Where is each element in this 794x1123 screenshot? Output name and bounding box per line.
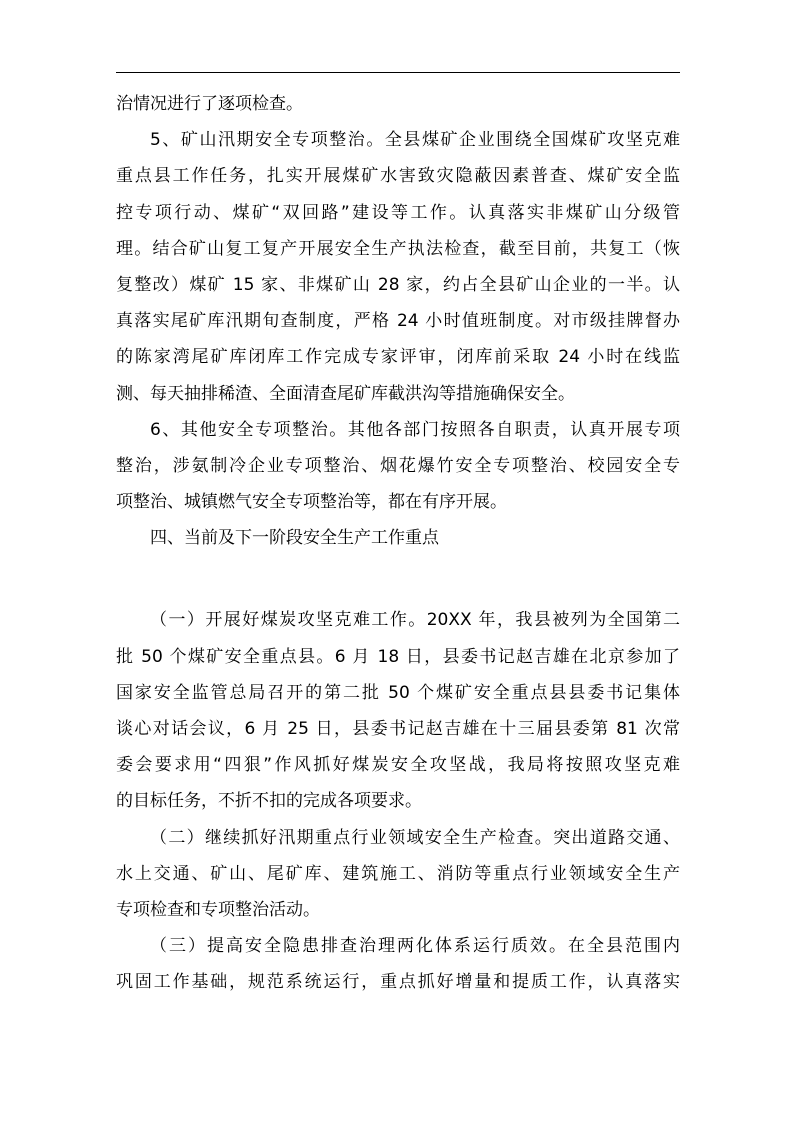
- text-line: 谈心对话会议，6 月 25 日，县委书记赵吉雄在十三届县委第 81 次常: [116, 719, 680, 739]
- paragraph-hazard-investigation: [116, 928, 680, 1000]
- text-line: 的陈家湾尾矿库闭库工作完成专家评审，闭库前采取 24 小时在线监: [116, 347, 680, 368]
- paragraph-continuation: 治情况进行了逐项检查。: [116, 94, 303, 114]
- text-line: 5、矿山汛期安全专项整治。全县煤矿企业围绕全国煤矿攻坚克难: [150, 130, 680, 151]
- text-line: 专项检查和专项整治活动。: [116, 899, 320, 920]
- paragraph-flood-season-inspection: [116, 820, 680, 929]
- text-line: 测、每天抽排稀渣、全面清查尾矿库截洪沟等措施确保安全。: [116, 383, 575, 404]
- text-line: 批 50 个煤矿安全重点县。6 月 18 日，县委书记赵吉雄在北京参加了: [116, 646, 680, 667]
- text-line: 国家安全监管总局召开的第二批 50 个煤矿安全重点县县委书记集体: [116, 682, 680, 703]
- text-line: 6、其他安全专项整治。其他各部门按照各自职责，认真开展专项: [150, 419, 680, 440]
- header-rule: [116, 72, 680, 73]
- text-line: （一）开展好煤炭攻坚克难工作。20XX 年，我县被列为全国第二: [150, 610, 680, 631]
- text-line: 委会要求用“四狠”作风抓好煤炭安全攻坚战，我局将按照攻坚克难: [116, 755, 680, 776]
- document-body: [116, 86, 680, 1001]
- text-line: 水上交通、矿山、尾矿库、建筑施工、消防等重点行业领域安全生产: [116, 863, 680, 884]
- text-line: 真落实尾矿库汛期旬查制度，严格 24 小时值班制度。对市级挂牌督办: [116, 311, 680, 332]
- text-line: 巩固工作基础，规范系统运行，重点抓好增量和提质工作，认真落实: [116, 972, 680, 993]
- paragraph-mine-flood-safety: [116, 122, 680, 412]
- text-line: 整治，涉氨制冷企业专项整治、烟花爆竹安全专项整治、校园安全专: [116, 455, 680, 476]
- text-line: 理。结合矿山复工复产开展安全生产执法检查，截至目前，共复工（恢: [116, 238, 680, 259]
- text-line: 复整改）煤矿 15 家、非煤矿山 28 家，约占全县矿山企业的一半。认: [116, 274, 680, 295]
- text-line: 项整治、城镇燃气安全专项整治等，都在有序开展。: [116, 492, 507, 513]
- paragraph-coal-tackling: [116, 602, 680, 819]
- paragraph-other-special-rectification: [116, 412, 680, 521]
- text-line: 控专项行动、煤矿“双回路”建设等工作。认真落实非煤矿山分级管: [116, 202, 680, 223]
- section-heading: 四、当前及下一阶段安全生产工作重点: [150, 528, 439, 549]
- text-line: （二）继续抓好汛期重点行业领域安全生产检查。突出道路交通、: [150, 827, 680, 848]
- text-line: （三）提高安全隐患排查治理两化体系运行质效。在全县范围内: [150, 936, 680, 957]
- text-line: 的目标任务，不折不扣的完成各项要求。: [116, 791, 422, 812]
- text-line: 重点县工作任务，扎实开展煤矿水害致灾隐蔽因素普查、煤矿安全监: [116, 166, 680, 187]
- blank-gap: [116, 556, 680, 602]
